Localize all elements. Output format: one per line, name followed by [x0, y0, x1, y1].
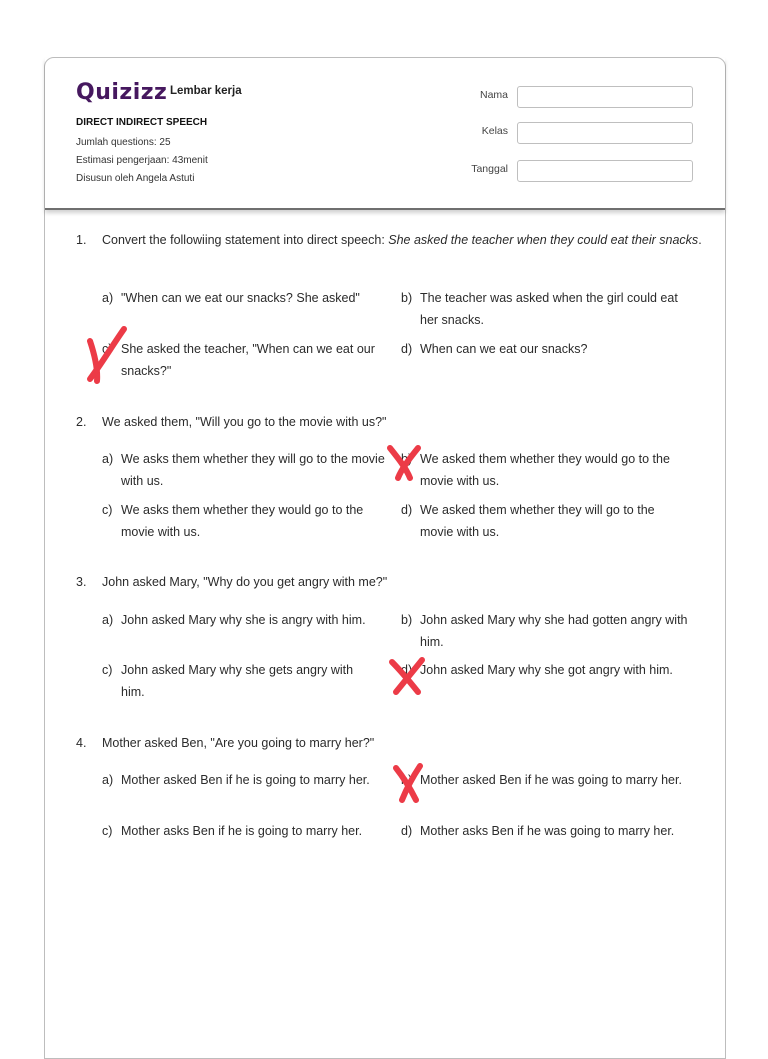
estimate-time: Estimasi pengerjaan: 43menit [76, 155, 208, 166]
question-text: Convert the followiing statement into direct speech: She asked the teacher when they could eat their snacks. [102, 233, 702, 247]
option-text[interactable]: Mother asked Ben if he is going to marry her. [121, 773, 370, 787]
question-number: 2. [76, 415, 87, 429]
question-text: We asked them, "Will you go to the movie with us?" [102, 415, 387, 429]
option-letter: b) [401, 452, 413, 466]
option-text[interactable]: We asks them whether they will go to the movie with us. [121, 452, 385, 488]
option-letter: b) [401, 613, 413, 627]
option-letter: d) [401, 824, 413, 838]
class-field[interactable] [517, 122, 693, 144]
option-text[interactable]: We asks them whether they would go to the movie with us. [121, 503, 364, 539]
option-letter: c) [102, 824, 113, 838]
option-letter: d) [401, 342, 413, 356]
option-letter: a) [102, 613, 114, 627]
option-text[interactable]: John asked Mary why she had gotten angry with him. [420, 613, 688, 649]
option-letter: c) [102, 342, 113, 356]
option-text[interactable]: When can we eat our snacks? [420, 342, 588, 356]
date-field[interactable] [517, 160, 693, 182]
worksheet-title: DIRECT INDIRECT SPEECH [76, 117, 208, 128]
option-text[interactable]: John asked Mary why she got angry with him. [420, 663, 673, 677]
class-label: Kelas [481, 125, 508, 137]
red-cross-icon [84, 325, 128, 385]
option-letter: a) [102, 291, 114, 305]
red-cross-icon [392, 762, 426, 804]
questions-count: Jumlah questions: 25 [76, 137, 171, 148]
red-cross-icon [386, 444, 422, 482]
option-text[interactable]: Mother asks Ben if he is going to marry her. [121, 824, 363, 838]
worksheet [44, 57, 726, 1059]
option-text[interactable]: Mother asked Ben if he was going to marry her. [420, 773, 682, 787]
option-letter: c) [102, 663, 113, 677]
question-text: Mother asked Ben, "Are you going to marry her?" [102, 736, 375, 750]
option-letter: b) [401, 773, 413, 787]
option-text[interactable]: The teacher was asked when the girl could eat her snacks. [420, 291, 678, 327]
option-text[interactable]: John asked Mary why she is angry with him. [121, 613, 366, 627]
worksheet-header [45, 58, 725, 210]
option-text[interactable]: We asked them whether they will go to the movie with us. [420, 503, 655, 539]
question-number: 4. [76, 736, 87, 750]
question-text: John asked Mary, "Why do you get angry with me?" [102, 575, 388, 589]
option-text[interactable]: John asked Mary why she gets angry with him. [121, 663, 354, 699]
option-letter: d) [401, 663, 413, 677]
worksheet-subtitle: Lembar kerja [170, 85, 242, 97]
question-number: 1. [76, 233, 87, 247]
option-text[interactable]: She asked the teacher, "When can we eat our snacks?" [121, 342, 375, 378]
question-number: 3. [76, 575, 87, 589]
option-text[interactable]: We asked them whether they would go to the movie with us. [420, 452, 670, 488]
option-letter: d) [401, 503, 413, 517]
red-cross-icon [388, 656, 426, 696]
option-letter: a) [102, 773, 114, 787]
option-letter: b) [401, 291, 413, 305]
option-letter: a) [102, 452, 114, 466]
option-letter: c) [102, 503, 113, 517]
author: Disusun oleh Angela Astuti [76, 173, 195, 184]
option-text[interactable]: "When can we eat our snacks? She asked" [121, 291, 360, 305]
date-label: Tanggal [471, 163, 508, 175]
option-text[interactable]: Mother asks Ben if he was going to marry her. [420, 824, 675, 838]
name-label: Nama [479, 89, 508, 101]
name-field[interactable] [517, 86, 693, 108]
quizizz-logo: Quizizz [76, 80, 168, 105]
